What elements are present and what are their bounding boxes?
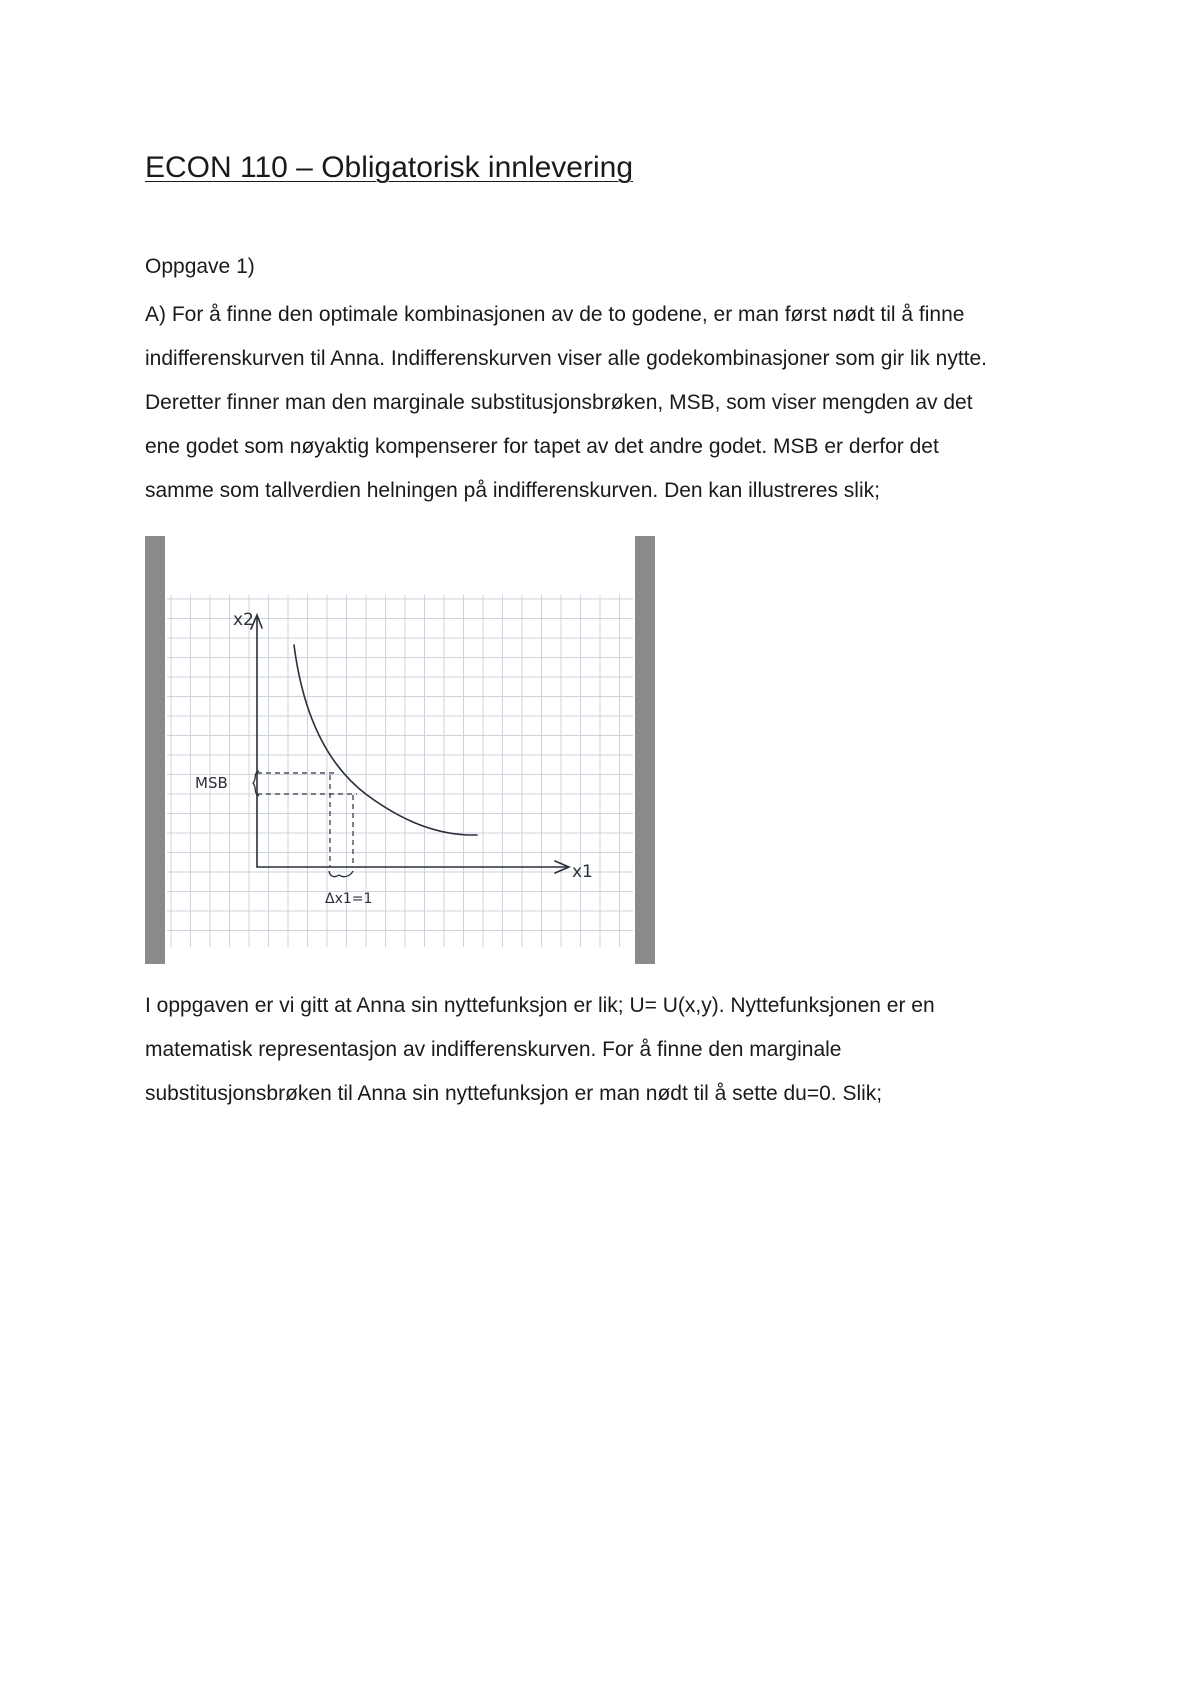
document-title: ECON 110 – Obligatorisk innlevering xyxy=(145,151,634,184)
figure-left-bar xyxy=(145,536,165,964)
paragraph-line: Deretter finner man den marginale substitusjonsbrøken, MSB, som viser mengden av det xyxy=(145,391,973,414)
delta-x1-label: Δx1=1 xyxy=(325,891,373,907)
paragraph-line: samme som tallverdien helningen på indifferenskurven. Den kan illustreres slik; xyxy=(145,479,880,502)
indifference-curve-figure xyxy=(145,536,655,964)
paragraph-line: I oppgaven er vi gitt at Anna sin nyttefunksjon er lik; U= U(x,y). Nyttefunksjonen er en xyxy=(145,994,935,1017)
task-heading: Oppgave 1) xyxy=(145,255,255,278)
y-axis-label: x2 xyxy=(233,610,254,630)
paragraph-intro xyxy=(145,293,1085,513)
paragraph-line: A) For å finne den optimale kombinasjonen av de to godene, er man først nødt til å finne xyxy=(145,303,965,326)
x-axis-label: x1 xyxy=(572,862,593,882)
paragraph-line: substitusjonsbrøken til Anna sin nyttefunksjon er man nødt til å sette du=0. Slik; xyxy=(145,1082,883,1105)
msb-label: MSB xyxy=(195,774,228,792)
graph-paper-sketch xyxy=(167,595,633,947)
paragraph-line: indifferenskurven til Anna. Indifferenskurven viser alle godekombinasjoner som gir lik nytte. xyxy=(145,347,987,370)
figure-right-bar xyxy=(635,536,655,964)
paragraph-line: matematisk representasjon av indifferenskurven. For å finne den marginale xyxy=(145,1038,842,1061)
paragraph-line: ene godet som nøyaktig kompenserer for tapet av det andre godet. MSB er derfor det xyxy=(145,435,939,458)
paragraph-utility xyxy=(145,984,1085,1116)
